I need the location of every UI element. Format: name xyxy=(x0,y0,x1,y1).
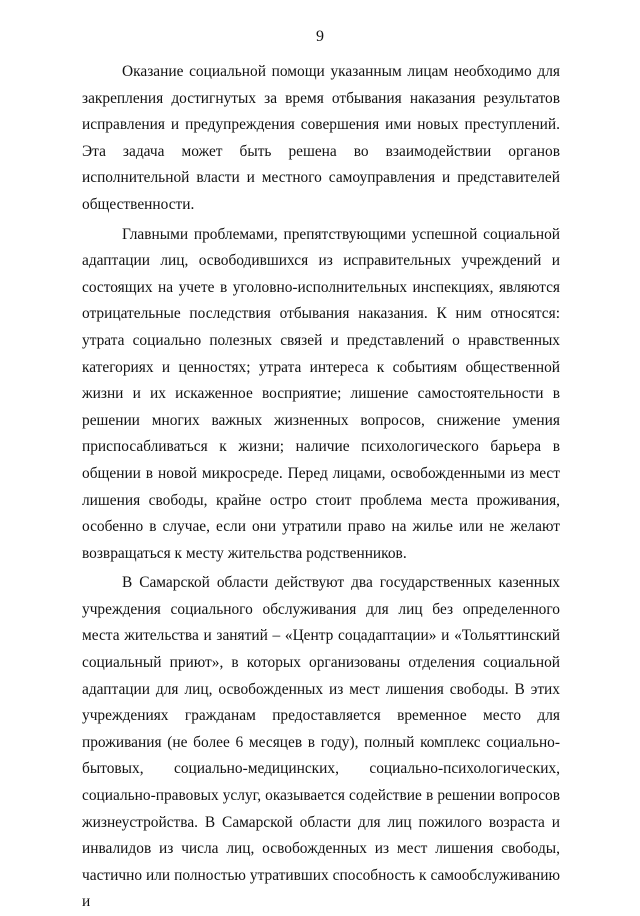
body-text xyxy=(82,59,560,916)
paragraph-2: Главными проблемами, препятствующими успешной социальной адаптации лиц, освободившихся из исправительных учреждений и состоящих на учете в уголовно-исполнительных инспекциях, являются отрицательные последствия отбывания наказания. К ним относятся: утрата социально полезных связей и представлений о нравственных категориях и ценностях; утрата интереса к событиям общественной жизни и их искаженное восприятие; лишение самостоятельности в решении многих важных жизненных вопросов, снижение умения приспосабливаться к жизни; наличие психологического барьера в общении в новой микросреде. Перед лицами, освобожденными из мест лишения свободы, крайне остро стоит проблема места проживания, особенно в случае, если они утратили право на жилье или не желают возвращаться к месту жительства родственников. xyxy=(82,225,560,562)
paragraph-3: В Самарской области действуют два государственных казенных учреждения социального обслуживания для лиц без определенного места жительства и занятий – «Центр соцадаптации» и «Тольяттинский социальный приют», в которых организованы отделения социальной адаптации для лиц, освобожденных из мест лишения свободы. В этих учреждениях гражданам предоставляется временное место для проживания (не более 6 месяцев в году), полный комплекс социально-бытовых, социально-медицинских, социально-психологических, социально-правовых услуг, оказывается содействие в решении вопросов жизнеустройства. В Самарской области для лиц пожилого возраста и инвалидов из числа лиц, освобожденных из мест лишения свободы, частично или полностью утративших способность к самообслуживанию и xyxy=(82,574,560,911)
page-number: 9 xyxy=(316,28,324,45)
paragraph-1: Оказание социальной помощи указанным лицам необходимо для закрепления достигнутых за время отбывания наказания результатов исправления и предупреждения совершения ими новых преступлений. Эта задача может быть решена во взаимодействии органов исполнительной власти и местного самоуправления и представителей общественности. xyxy=(82,63,560,213)
